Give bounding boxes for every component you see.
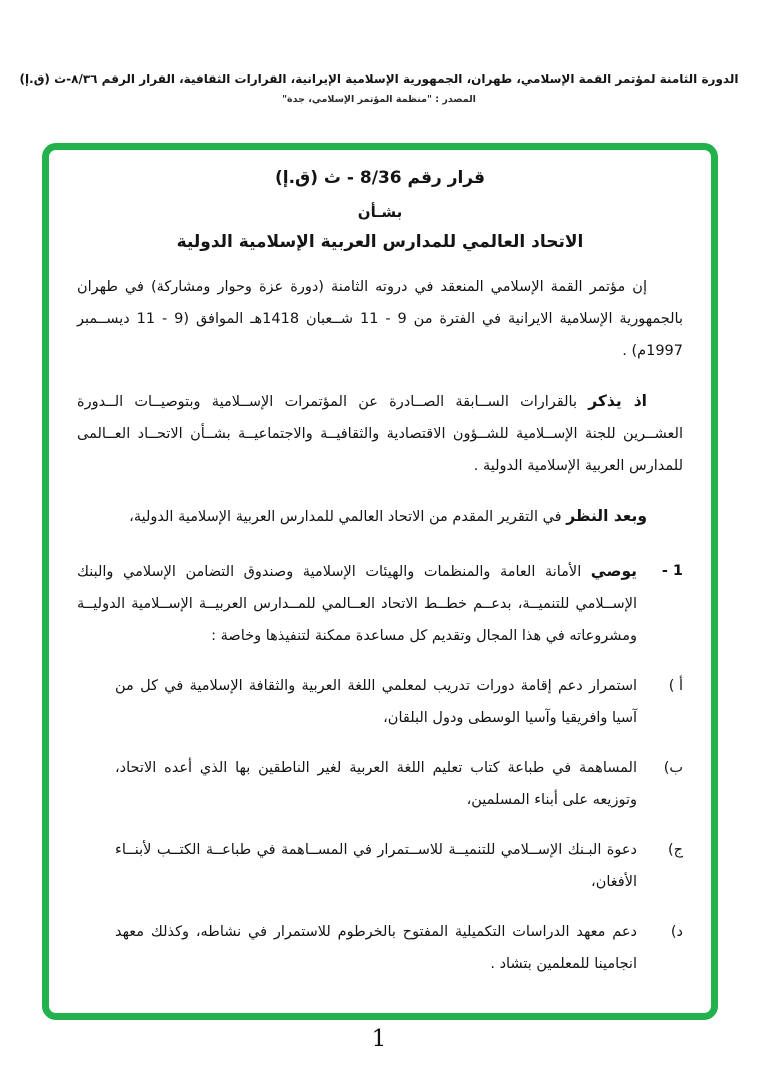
- regarding-label: بشـأن: [357, 203, 403, 221]
- paragraph-text: في التقرير المقدم من الاتحاد العالمي للمدارس العربية الإسلامية الدولية،: [129, 509, 567, 525]
- citation-line: الدورة الثامنة لمؤتمر القمة الإسلامي، طهران، الجمهورية الإسلامية الإيرانية، القرارات الثقافية، القرار الرقم ٨/٣٦-ث (ق.إ): [19, 72, 739, 86]
- page-number: 1: [371, 1026, 387, 1052]
- numbered-item: [77, 555, 683, 652]
- lettered-sub-item: [77, 752, 683, 816]
- document-body: [77, 270, 683, 980]
- item-lead: يوصي: [590, 562, 637, 580]
- sub-item-text: دعوة البـنك الإســلامي للتنميــة للاســتمرار في المســاهمة في طباعــة الكتــب لأبنــاء الأفغان،: [115, 842, 637, 890]
- resolution-number-title: قرار رقم 8/36 - ث (ق.إ): [274, 168, 486, 188]
- sub-item-text: دعم معهد الدراسات التكميلية المفتوح بالخرطوم للاستمرار في نشاطه، وكذلك معهد انجامينا للمعلمين بتشاد .: [115, 924, 637, 972]
- sub-item-text: استمرار دعم إقامة دورات تدريب لمعلمي اللغة العربية والثقافة الإسلامية في كل من آسيا وافريقيا وآسيا الوسطى ودول البلقان،: [115, 678, 637, 726]
- item-body-text: الأمانة العامة والمنظمات والهيئات الإسلامية وصندوق التضامن الإسلامي والبنك الإســلامي للتنميــة، بدعــم خطــط الاتحاد العــالمي للمــدارس العربيــة الإســلامية الدوليــة ومشروعاته في هذا المجال وتقديم كل مساعدة ممكنة لتنفيذها وخاصة :: [77, 564, 637, 644]
- preamble-paragraph: [77, 270, 683, 367]
- preamble-paragraph: [77, 385, 683, 482]
- sub-item-letter: د): [670, 924, 683, 940]
- document-frame: [42, 143, 718, 1020]
- item-number: 1 -: [661, 563, 683, 579]
- document-title-block: [77, 168, 683, 252]
- paragraph-text: إن مؤتمر القمة الإسلامي المنعقد في دروته الثامنة (دورة عزة وحوار ومشاركة) في طهران بالجمهورية الإسلامية الايرانية في الفترة من 9 - 11 شــعبان 1418هـ الموافق (9 - 11 ديســمبر 1997م) .: [77, 279, 683, 359]
- citation-header: [0, 72, 758, 105]
- sub-item-letter: ج): [667, 842, 683, 858]
- lettered-sub-item: [77, 916, 683, 980]
- item-text: [77, 555, 637, 652]
- paragraph-lead: اذ يذكر: [588, 392, 647, 410]
- paragraph-text: بالقرارات الســابقة الصــادرة عن المؤتمرات الإســلامية وبتوصيــات الــدورة العشــرين للجنة الإســلامية للشــؤون الاقتصادية والثقافيــة والاجتماعيــة بشــأن الاتحــاد العــالمى للمدارس العربية الإسلامية الدولية .: [77, 394, 683, 474]
- preamble-paragraph: [77, 500, 683, 533]
- resolution-subject-title: الاتحاد العالمي للمدارس العربية الإسلامية الدولية: [176, 232, 584, 252]
- lettered-sub-item: [77, 834, 683, 898]
- sub-item-text: المساهمة في طباعة كتاب تعليم اللغة العربية لغير الناطقين بها الذي أعده الاتحاد، وتوزيعه على أبناء المسلمين،: [115, 760, 637, 808]
- lettered-sub-item: [77, 670, 683, 734]
- paragraph-lead: وبعد النظر: [566, 507, 647, 525]
- sub-item-letter: أ ): [668, 678, 683, 694]
- sub-item-letter: ب): [663, 760, 683, 776]
- source-line: المصدر : "منظمة المؤتمر الإسلامي، جدة": [282, 94, 476, 105]
